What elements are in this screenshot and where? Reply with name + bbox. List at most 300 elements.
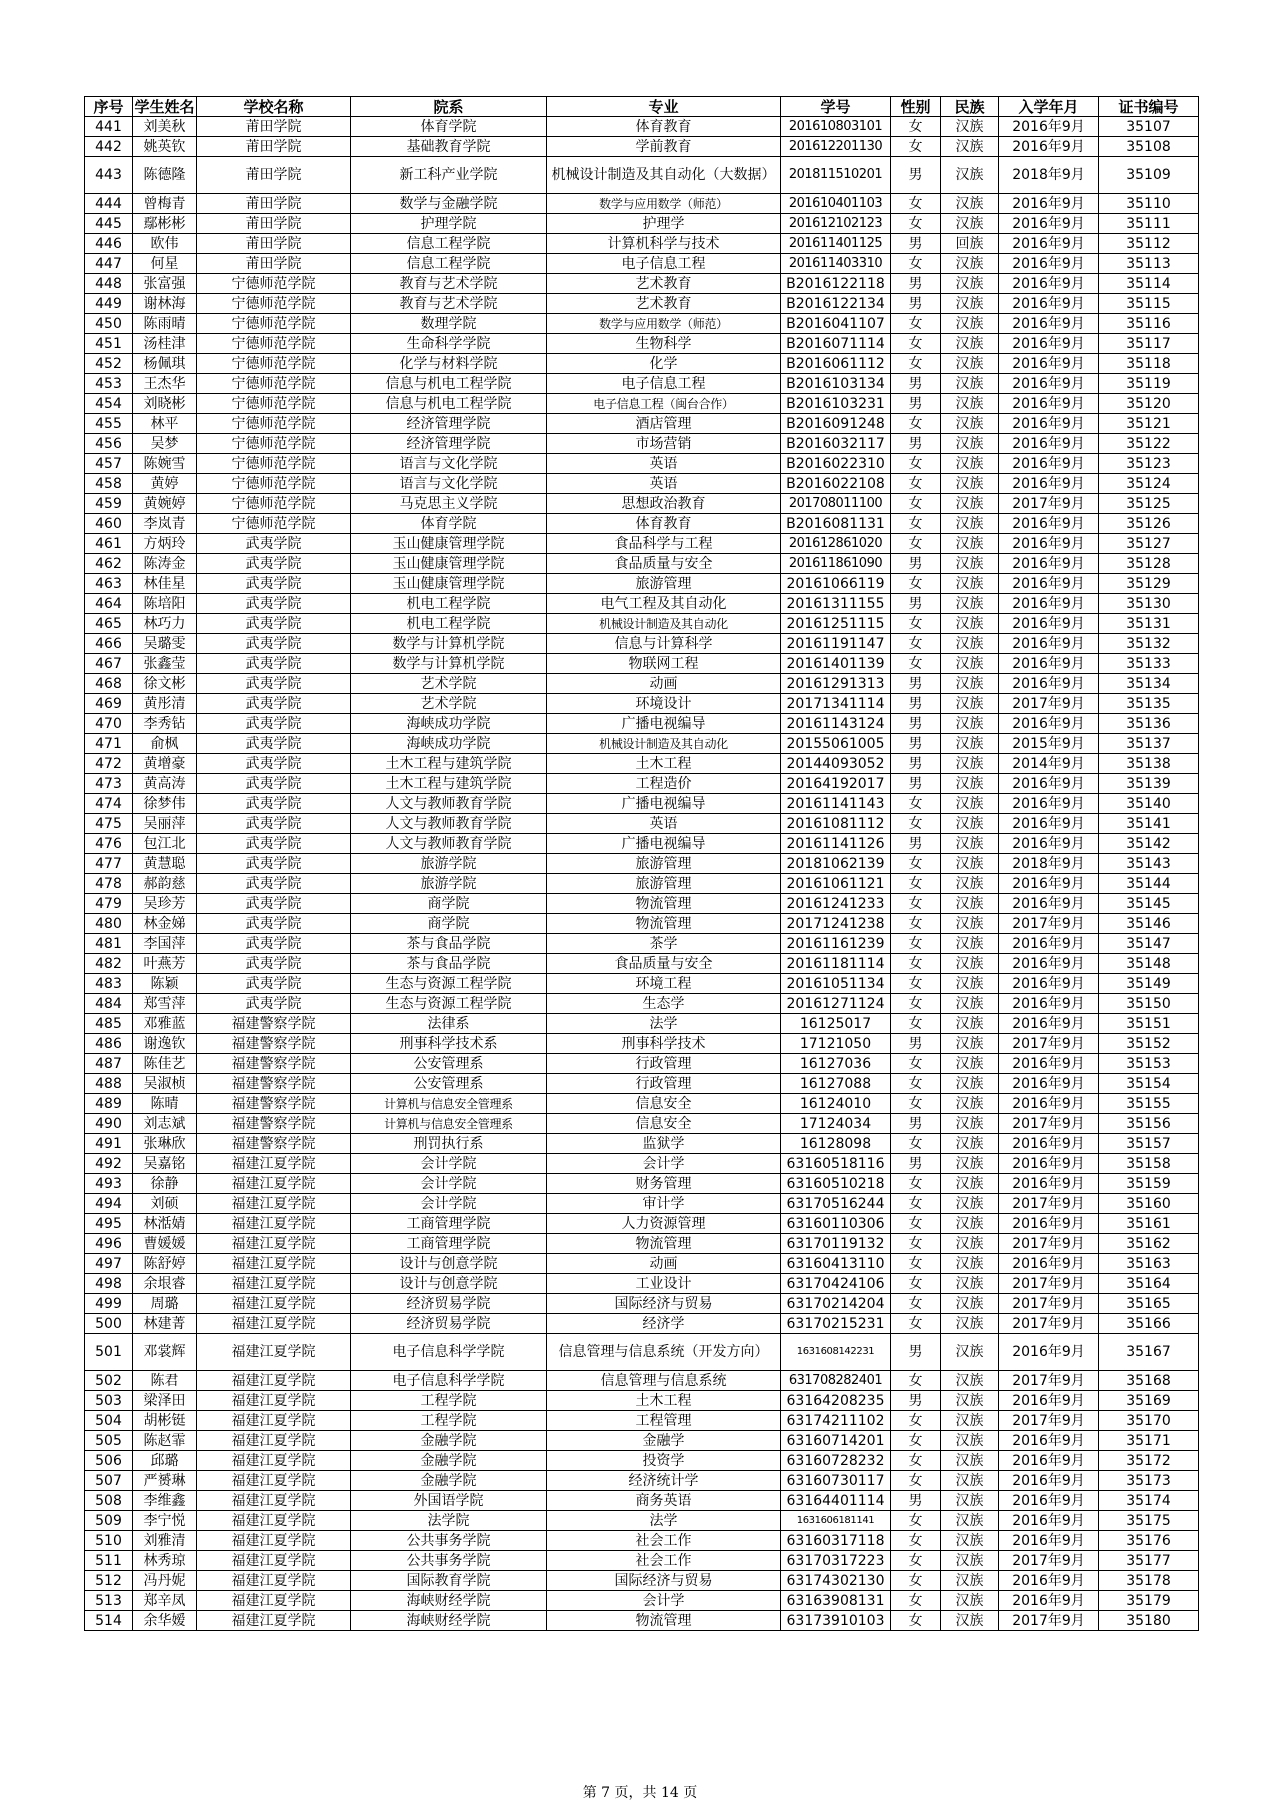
cell-index: 465 — [85, 614, 133, 634]
cell-index: 443 — [85, 157, 133, 194]
cell-enrollment-date: 2016年9月 — [999, 137, 1099, 157]
cell-ethnicity: 汉族 — [941, 734, 999, 754]
column-header-certificate-number: 证书编号 — [1099, 97, 1199, 117]
cell-certificate-number: 35145 — [1099, 894, 1199, 914]
cell-enrollment-date: 2017年9月 — [999, 914, 1099, 934]
cell-student-id: 63170317223 — [781, 1551, 891, 1571]
table-row — [85, 554, 1199, 574]
cell-index: 472 — [85, 754, 133, 774]
cell-ethnicity: 汉族 — [941, 914, 999, 934]
cell-school: 武夷学院 — [197, 954, 351, 974]
table-row — [85, 654, 1199, 674]
cell-enrollment-date: 2016年9月 — [999, 594, 1099, 614]
table-row — [85, 1114, 1199, 1134]
cell-student-name: 严赟琳 — [133, 1471, 197, 1491]
table-row — [85, 374, 1199, 394]
cell-student-name: 何星 — [133, 254, 197, 274]
cell-ethnicity: 汉族 — [941, 1114, 999, 1134]
cell-student-id: 16125017 — [781, 1014, 891, 1034]
cell-ethnicity: 汉族 — [941, 137, 999, 157]
cell-gender: 女 — [891, 1274, 941, 1294]
cell-enrollment-date: 2016年9月 — [999, 574, 1099, 594]
cell-certificate-number: 35136 — [1099, 714, 1199, 734]
cell-gender: 女 — [891, 1194, 941, 1214]
table-row — [85, 934, 1199, 954]
cell-school: 宁德师范学院 — [197, 514, 351, 534]
table-row — [85, 854, 1199, 874]
cell-student-name: 吴淑桢 — [133, 1074, 197, 1094]
cell-certificate-number: 35166 — [1099, 1314, 1199, 1334]
cell-ethnicity: 汉族 — [941, 1571, 999, 1591]
cell-school: 福建江夏学院 — [197, 1314, 351, 1334]
cell-major: 行政管理 — [547, 1074, 781, 1094]
column-header-student-name: 学生姓名 — [134, 97, 195, 116]
cell-school: 武夷学院 — [197, 794, 351, 814]
cell-department: 工商管理学院 — [351, 1234, 547, 1254]
table-row — [85, 1134, 1199, 1154]
cell-gender: 女 — [891, 874, 941, 894]
cell-certificate-number: 35126 — [1099, 514, 1199, 534]
cell-student-id: 20171241238 — [781, 914, 891, 934]
cell-major: 数学与应用数学（师范） — [547, 314, 781, 334]
cell-ethnicity: 汉族 — [941, 1274, 999, 1294]
cell-student-name: 陈培阳 — [133, 594, 197, 614]
cell-gender: 女 — [891, 634, 941, 654]
cell-department: 生态与资源工程学院 — [351, 974, 547, 994]
table-row — [85, 1174, 1199, 1194]
cell-ethnicity: 汉族 — [941, 157, 999, 194]
cell-department: 海峡成功学院 — [351, 714, 547, 734]
cell-department: 数理学院 — [351, 314, 547, 334]
cell-student-name: 林平 — [133, 414, 197, 434]
cell-gender: 女 — [891, 1531, 941, 1551]
cell-student-id: 20161051134 — [781, 974, 891, 994]
cell-student-name: 吴丽萍 — [133, 814, 197, 834]
cell-index: 453 — [85, 374, 133, 394]
cell-student-id: 20161251115 — [781, 614, 891, 634]
cell-certificate-number: 35143 — [1099, 854, 1199, 874]
cell-school: 宁德师范学院 — [197, 314, 351, 334]
table-row — [85, 1274, 1199, 1294]
cell-index: 442 — [85, 137, 133, 157]
cell-index: 490 — [85, 1114, 133, 1134]
cell-department: 茶与食品学院 — [351, 954, 547, 974]
cell-major: 电子信息工程 — [547, 374, 781, 394]
table-row — [85, 274, 1199, 294]
cell-student-id: 201612861020 — [781, 534, 891, 554]
cell-school: 福建江夏学院 — [197, 1174, 351, 1194]
cell-ethnicity: 汉族 — [941, 1411, 999, 1431]
table-row — [85, 1214, 1199, 1234]
cell-gender: 男 — [891, 1334, 941, 1371]
cell-student-id: B2016071114 — [781, 334, 891, 354]
cell-school: 武夷学院 — [197, 734, 351, 754]
cell-major: 英语 — [547, 814, 781, 834]
table-row — [85, 754, 1199, 774]
cell-ethnicity: 汉族 — [941, 1471, 999, 1491]
cell-student-name: 黄彤清 — [133, 694, 197, 714]
cell-ethnicity: 汉族 — [941, 1491, 999, 1511]
cell-major: 信息与计算科学 — [547, 634, 781, 654]
cell-gender: 女 — [891, 1294, 941, 1314]
cell-enrollment-date: 2017年9月 — [999, 1314, 1099, 1334]
cell-enrollment-date: 2016年9月 — [999, 414, 1099, 434]
cell-ethnicity: 汉族 — [941, 494, 999, 514]
cell-major: 法学 — [547, 1511, 781, 1531]
cell-student-name: 黄增豪 — [133, 754, 197, 774]
cell-gender: 女 — [891, 954, 941, 974]
cell-certificate-number: 35174 — [1099, 1491, 1199, 1511]
table-row — [85, 234, 1199, 254]
cell-gender: 男 — [891, 157, 941, 194]
cell-major: 社会工作 — [547, 1531, 781, 1551]
table-row — [85, 794, 1199, 814]
cell-ethnicity: 汉族 — [941, 974, 999, 994]
cell-student-name: 吴梦 — [133, 434, 197, 454]
cell-enrollment-date: 2016年9月 — [999, 1531, 1099, 1551]
cell-enrollment-date: 2016年9月 — [999, 194, 1099, 214]
cell-ethnicity: 汉族 — [941, 1034, 999, 1054]
cell-gender: 女 — [891, 614, 941, 634]
cell-student-name: 张琳欣 — [133, 1134, 197, 1154]
cell-department: 刑罚执行系 — [351, 1134, 547, 1154]
student-roster-table — [84, 96, 1199, 1631]
cell-certificate-number: 35156 — [1099, 1114, 1199, 1134]
cell-enrollment-date: 2016年9月 — [999, 1134, 1099, 1154]
cell-school: 福建江夏学院 — [197, 1611, 351, 1631]
cell-enrollment-date: 2016年9月 — [999, 334, 1099, 354]
cell-major: 信息安全 — [547, 1114, 781, 1134]
cell-index: 498 — [85, 1274, 133, 1294]
table-row — [85, 1591, 1199, 1611]
column-header-school: 学校名称 — [197, 97, 351, 117]
cell-major: 英语 — [547, 454, 781, 474]
cell-index: 461 — [85, 534, 133, 554]
cell-ethnicity: 汉族 — [941, 1094, 999, 1114]
cell-department: 教育与艺术学院 — [351, 274, 547, 294]
cell-student-name: 余华嫒 — [133, 1611, 197, 1631]
cell-department: 化学与材料学院 — [351, 354, 547, 374]
cell-ethnicity: 汉族 — [941, 1591, 999, 1611]
cell-department: 人文与教师教育学院 — [351, 834, 547, 854]
cell-certificate-number: 35168 — [1099, 1371, 1199, 1391]
cell-student-id: 63173910103 — [781, 1611, 891, 1631]
cell-student-name: 陈德隆 — [133, 157, 197, 194]
cell-school: 福建江夏学院 — [197, 1294, 351, 1314]
cell-certificate-number: 35180 — [1099, 1611, 1199, 1631]
cell-student-name: 郑辛凤 — [133, 1591, 197, 1611]
cell-department: 生命科学学院 — [351, 334, 547, 354]
cell-major: 广播电视编导 — [547, 834, 781, 854]
cell-gender: 男 — [891, 274, 941, 294]
cell-major: 艺术教育 — [547, 274, 781, 294]
cell-student-name: 黄高涛 — [133, 774, 197, 794]
cell-department: 新工科产业学院 — [351, 157, 547, 194]
cell-enrollment-date: 2016年9月 — [999, 894, 1099, 914]
table-row — [85, 1074, 1199, 1094]
cell-student-id: 20161061121 — [781, 874, 891, 894]
cell-major: 信息安全 — [547, 1094, 781, 1114]
cell-enrollment-date: 2017年9月 — [999, 694, 1099, 714]
cell-ethnicity: 汉族 — [941, 774, 999, 794]
cell-student-name: 黄婷 — [133, 474, 197, 494]
cell-student-id: 20161081112 — [781, 814, 891, 834]
cell-enrollment-date: 2016年9月 — [999, 1014, 1099, 1034]
cell-student-id: 20161401139 — [781, 654, 891, 674]
cell-enrollment-date: 2017年9月 — [999, 494, 1099, 514]
cell-certificate-number: 35171 — [1099, 1431, 1199, 1451]
cell-school: 武夷学院 — [197, 594, 351, 614]
cell-certificate-number: 35109 — [1099, 157, 1199, 194]
cell-certificate-number: 35176 — [1099, 1531, 1199, 1551]
cell-enrollment-date: 2018年9月 — [999, 854, 1099, 874]
cell-certificate-number: 35111 — [1099, 214, 1199, 234]
cell-certificate-number: 35149 — [1099, 974, 1199, 994]
page-footer: 第 7 页，共 14 页 — [582, 1785, 698, 1801]
table-row — [85, 394, 1199, 414]
cell-student-id: 63160317118 — [781, 1531, 891, 1551]
cell-student-id: 201611861090 — [781, 554, 891, 574]
cell-department: 法律系 — [351, 1014, 547, 1034]
cell-major: 旅游管理 — [547, 874, 781, 894]
cell-student-id: 201611403310 — [781, 254, 891, 274]
cell-school: 宁德师范学院 — [197, 334, 351, 354]
table-row — [85, 334, 1199, 354]
cell-major: 投资学 — [547, 1451, 781, 1471]
column-header-student-id: 学号 — [781, 97, 891, 117]
table-row — [85, 1571, 1199, 1591]
cell-student-id: 16127088 — [781, 1074, 891, 1094]
cell-certificate-number: 35173 — [1099, 1471, 1199, 1491]
cell-school: 莆田学院 — [197, 117, 351, 137]
cell-enrollment-date: 2016年9月 — [999, 254, 1099, 274]
cell-department: 刑事科学技术系 — [351, 1034, 547, 1054]
cell-school: 莆田学院 — [197, 157, 351, 194]
cell-department: 人文与教师教育学院 — [351, 814, 547, 834]
cell-gender: 女 — [891, 414, 941, 434]
cell-department: 公共事务学院 — [351, 1531, 547, 1551]
cell-index: 513 — [85, 1591, 133, 1611]
table-row — [85, 1034, 1199, 1054]
cell-ethnicity: 汉族 — [941, 934, 999, 954]
cell-gender: 女 — [891, 1371, 941, 1391]
cell-student-id: 20161066119 — [781, 574, 891, 594]
cell-student-name: 徐文彬 — [133, 674, 197, 694]
cell-gender: 女 — [891, 1314, 941, 1334]
cell-enrollment-date: 2016年9月 — [999, 1451, 1099, 1471]
cell-index: 480 — [85, 914, 133, 934]
cell-major: 学前教育 — [547, 137, 781, 157]
cell-gender: 男 — [891, 734, 941, 754]
cell-school: 武夷学院 — [197, 754, 351, 774]
cell-department: 计算机与信息安全管理系 — [351, 1094, 547, 1114]
cell-school: 莆田学院 — [197, 194, 351, 214]
cell-enrollment-date: 2017年9月 — [999, 1411, 1099, 1431]
cell-department: 体育学院 — [351, 117, 547, 137]
cell-index: 469 — [85, 694, 133, 714]
cell-gender: 女 — [891, 1411, 941, 1431]
cell-ethnicity: 汉族 — [941, 354, 999, 374]
cell-student-name: 刘晓彬 — [133, 394, 197, 414]
cell-certificate-number: 35141 — [1099, 814, 1199, 834]
cell-student-name: 梁泽田 — [133, 1391, 197, 1411]
cell-major: 工业设计 — [547, 1274, 781, 1294]
cell-certificate-number: 35133 — [1099, 654, 1199, 674]
cell-school: 武夷学院 — [197, 874, 351, 894]
cell-index: 491 — [85, 1134, 133, 1154]
cell-index: 485 — [85, 1014, 133, 1034]
table-row — [85, 1154, 1199, 1174]
cell-student-id: 63170119132 — [781, 1234, 891, 1254]
cell-index: 463 — [85, 574, 133, 594]
cell-department: 经济贸易学院 — [351, 1294, 547, 1314]
cell-certificate-number: 35170 — [1099, 1411, 1199, 1431]
cell-enrollment-date: 2016年9月 — [999, 654, 1099, 674]
table-row — [85, 1314, 1199, 1334]
cell-gender: 女 — [891, 1551, 941, 1571]
cell-certificate-number: 35169 — [1099, 1391, 1199, 1411]
cell-student-id: 201612102123 — [781, 214, 891, 234]
cell-major: 社会工作 — [547, 1551, 781, 1571]
cell-ethnicity: 汉族 — [941, 1054, 999, 1074]
cell-gender: 女 — [891, 914, 941, 934]
cell-gender: 男 — [891, 434, 941, 454]
cell-major: 审计学 — [547, 1194, 781, 1214]
cell-enrollment-date: 2016年9月 — [999, 474, 1099, 494]
cell-student-name: 吴珍芳 — [133, 894, 197, 914]
cell-major: 生态学 — [547, 994, 781, 1014]
cell-ethnicity: 汉族 — [941, 1194, 999, 1214]
cell-gender: 男 — [891, 394, 941, 414]
cell-ethnicity: 汉族 — [941, 1174, 999, 1194]
cell-enrollment-date: 2016年9月 — [999, 294, 1099, 314]
cell-enrollment-date: 2016年9月 — [999, 234, 1099, 254]
cell-student-id: 1631606181141 — [781, 1511, 891, 1531]
table-row — [85, 1254, 1199, 1274]
cell-student-id: 201811510201 — [781, 157, 891, 194]
cell-major: 经济统计学 — [547, 1471, 781, 1491]
cell-major: 数学与应用数学（师范） — [547, 194, 781, 214]
cell-ethnicity: 汉族 — [941, 314, 999, 334]
cell-index: 493 — [85, 1174, 133, 1194]
cell-enrollment-date: 2016年9月 — [999, 834, 1099, 854]
table-row — [85, 954, 1199, 974]
cell-school: 武夷学院 — [197, 814, 351, 834]
cell-certificate-number: 35142 — [1099, 834, 1199, 854]
cell-gender: 女 — [891, 1054, 941, 1074]
cell-major: 动画 — [547, 674, 781, 694]
cell-index: 467 — [85, 654, 133, 674]
cell-gender: 男 — [891, 1391, 941, 1411]
cell-index: 488 — [85, 1074, 133, 1094]
cell-enrollment-date: 2016年9月 — [999, 454, 1099, 474]
cell-department: 护理学院 — [351, 214, 547, 234]
cell-student-id: 63164208235 — [781, 1391, 891, 1411]
cell-ethnicity: 汉族 — [941, 594, 999, 614]
cell-gender: 女 — [891, 1134, 941, 1154]
cell-school: 宁德师范学院 — [197, 414, 351, 434]
cell-enrollment-date: 2018年9月 — [999, 157, 1099, 194]
cell-enrollment-date: 2016年9月 — [999, 1511, 1099, 1531]
cell-department: 艺术学院 — [351, 674, 547, 694]
cell-department: 公共事务学院 — [351, 1551, 547, 1571]
cell-certificate-number: 35163 — [1099, 1254, 1199, 1274]
cell-enrollment-date: 2015年9月 — [999, 734, 1099, 754]
cell-department: 教育与艺术学院 — [351, 294, 547, 314]
cell-enrollment-date: 2016年9月 — [999, 117, 1099, 137]
cell-gender: 女 — [891, 534, 941, 554]
cell-school: 莆田学院 — [197, 234, 351, 254]
cell-student-id: 16128098 — [781, 1134, 891, 1154]
cell-enrollment-date: 2016年9月 — [999, 1254, 1099, 1274]
table-row — [85, 714, 1199, 734]
table-row — [85, 1471, 1199, 1491]
cell-index: 497 — [85, 1254, 133, 1274]
cell-gender: 男 — [891, 834, 941, 854]
cell-student-name: 陈赵霏 — [133, 1431, 197, 1451]
table-row — [85, 1014, 1199, 1034]
cell-index: 460 — [85, 514, 133, 534]
cell-certificate-number: 35161 — [1099, 1214, 1199, 1234]
table-row — [85, 1451, 1199, 1471]
cell-student-id: 16127036 — [781, 1054, 891, 1074]
cell-gender: 女 — [891, 254, 941, 274]
cell-certificate-number: 35167 — [1099, 1334, 1199, 1371]
cell-department: 玉山健康管理学院 — [351, 574, 547, 594]
cell-student-name: 吴嘉铭 — [133, 1154, 197, 1174]
cell-gender: 女 — [891, 314, 941, 334]
cell-certificate-number: 35122 — [1099, 434, 1199, 454]
cell-school: 福建江夏学院 — [197, 1194, 351, 1214]
cell-student-id: 1631608142231 — [781, 1334, 891, 1371]
cell-major: 物流管理 — [547, 914, 781, 934]
cell-index: 458 — [85, 474, 133, 494]
cell-student-id: 63160714201 — [781, 1431, 891, 1451]
table-row — [85, 494, 1199, 514]
cell-student-id: 20155061005 — [781, 734, 891, 754]
cell-certificate-number: 35135 — [1099, 694, 1199, 714]
cell-index: 448 — [85, 274, 133, 294]
table-row — [85, 694, 1199, 714]
cell-ethnicity: 汉族 — [941, 374, 999, 394]
cell-index: 481 — [85, 934, 133, 954]
cell-student-id: 63174302130 — [781, 1571, 891, 1591]
cell-student-name: 谢林海 — [133, 294, 197, 314]
cell-student-name: 叶燕芳 — [133, 954, 197, 974]
cell-department: 旅游学院 — [351, 854, 547, 874]
cell-student-name: 邓雅蓝 — [133, 1014, 197, 1034]
cell-certificate-number: 35158 — [1099, 1154, 1199, 1174]
cell-enrollment-date: 2017年9月 — [999, 1551, 1099, 1571]
cell-enrollment-date: 2017年9月 — [999, 1294, 1099, 1314]
cell-gender: 男 — [891, 594, 941, 614]
cell-student-id: 63160728232 — [781, 1451, 891, 1471]
cell-major: 金融学 — [547, 1431, 781, 1451]
cell-student-name: 谢逸钦 — [133, 1034, 197, 1054]
cell-gender: 女 — [891, 574, 941, 594]
cell-major: 环境设计 — [547, 694, 781, 714]
cell-department: 会计学院 — [351, 1194, 547, 1214]
cell-student-id: 63160110306 — [781, 1214, 891, 1234]
cell-student-name: 姚英钦 — [133, 137, 197, 157]
cell-gender: 女 — [891, 1451, 941, 1471]
cell-student-id: B2016091248 — [781, 414, 891, 434]
cell-student-id: 20161141143 — [781, 794, 891, 814]
cell-major: 思想政治教育 — [547, 494, 781, 514]
cell-student-name: 陈雨晴 — [133, 314, 197, 334]
cell-student-name: 俞枫 — [133, 734, 197, 754]
table-row — [85, 354, 1199, 374]
